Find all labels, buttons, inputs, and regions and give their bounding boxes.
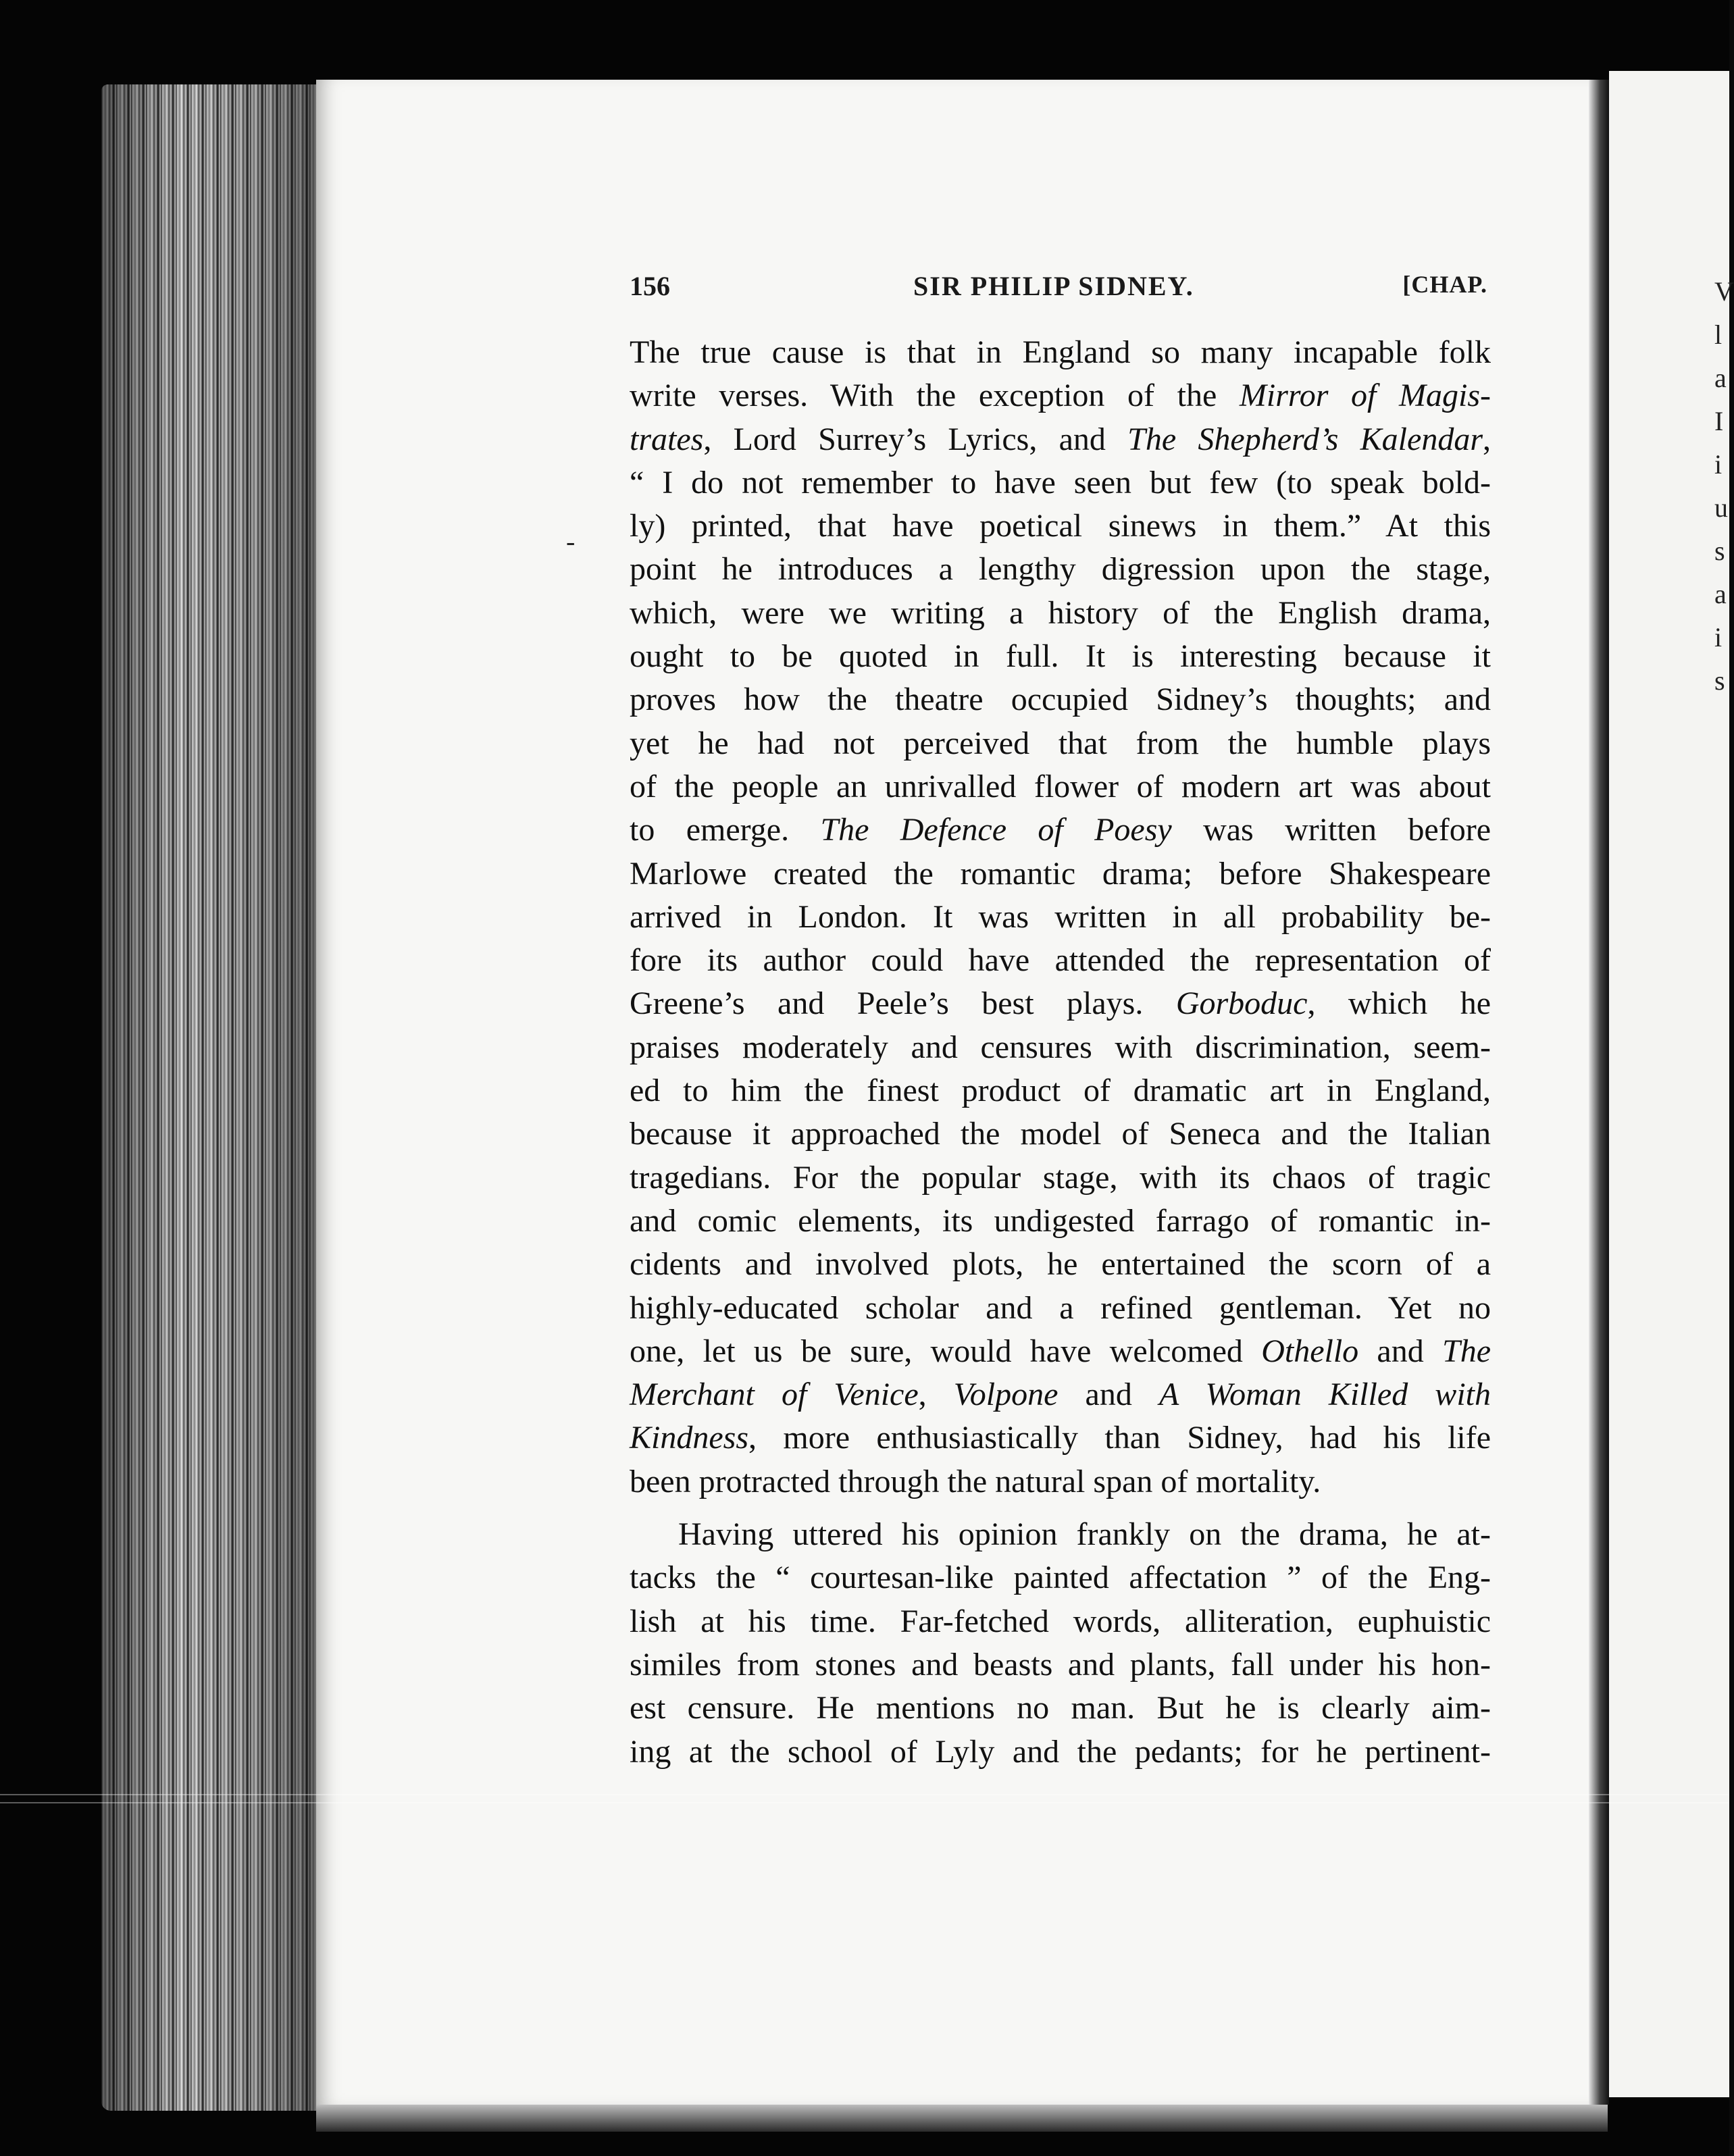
facing-page-fragment: a bbox=[1714, 363, 1727, 393]
text-run: which, were we writing a history of the English drama, bbox=[630, 594, 1491, 631]
text-run: fore its author could have attended the representation of bbox=[630, 942, 1491, 979]
italic-title-text: Kindness bbox=[630, 1420, 749, 1456]
text-run: ly) printed, that have poetical sinews in them.” At this bbox=[630, 508, 1491, 544]
text-line bbox=[630, 592, 1491, 635]
italic-title-text: Mirror of Magis- bbox=[1239, 378, 1491, 414]
running-head bbox=[630, 270, 1487, 311]
text-line bbox=[630, 1069, 1491, 1112]
text-run: ing at the school of Lyly and the pedants; for he pertinent- bbox=[630, 1733, 1491, 1770]
chapter-label: [CHAP. bbox=[1402, 271, 1487, 298]
text-line bbox=[630, 1373, 1491, 1416]
text-run: praises moderately and censures with discrimination, seem- bbox=[630, 1029, 1491, 1065]
text-line bbox=[630, 635, 1491, 678]
text-line bbox=[630, 765, 1491, 808]
text-line bbox=[630, 374, 1491, 417]
facing-page-fragment: s bbox=[1714, 665, 1725, 696]
text-run: , bbox=[1483, 421, 1491, 457]
text-run: , bbox=[918, 1377, 954, 1413]
text-run: tacks the “ courtesan-like painted affectation ” of the Eng- bbox=[630, 1560, 1491, 1596]
text-run: ought to be quoted in full. It is interesting because it bbox=[630, 638, 1491, 675]
text-line bbox=[630, 418, 1491, 461]
text-run: one, let us be sure, would have welcomed bbox=[630, 1333, 1262, 1369]
facing-page-fragment: l bbox=[1714, 319, 1723, 350]
text-line bbox=[630, 722, 1491, 765]
running-title: SIR PHILIP SIDNEY. bbox=[913, 271, 1194, 301]
italic-title-text: The bbox=[1442, 1333, 1491, 1369]
paragraph bbox=[630, 331, 1491, 1504]
text-run: similes from stones and beasts and plants, fall under his hon- bbox=[630, 1646, 1491, 1683]
italic-title-text: Merchant of Venice bbox=[630, 1377, 919, 1413]
text-run: “ I do not remember to have seen but few (to speak bold- bbox=[630, 464, 1491, 500]
text-run: Greene’s and Peele’s best plays. bbox=[630, 985, 1176, 1022]
text-line bbox=[630, 808, 1491, 852]
text-run: , which he bbox=[1307, 985, 1491, 1022]
text-line bbox=[630, 939, 1491, 982]
text-run: and bbox=[1358, 1333, 1442, 1369]
text-line bbox=[630, 1730, 1491, 1774]
text-run: Having uttered his opinion frankly on the drama, he at- bbox=[678, 1516, 1491, 1553]
text-run: lish at his time. Far-fetched words, alliteration, euphuistic bbox=[630, 1603, 1491, 1639]
scan-artifact-line bbox=[0, 1794, 1729, 1795]
italic-title-text: trates bbox=[630, 421, 704, 457]
text-run: , Lord Surrey’s Lyrics, and bbox=[703, 421, 1128, 457]
margin-mark: - bbox=[566, 526, 576, 557]
text-line bbox=[630, 1287, 1491, 1330]
text-line bbox=[630, 1460, 1491, 1504]
text-line bbox=[630, 1416, 1491, 1460]
italic-title-text: Volpone bbox=[953, 1377, 1059, 1413]
text-run: ed to him the finest product of dramatic art in England, bbox=[630, 1073, 1491, 1109]
text-run: write verses. With the exception of the bbox=[630, 378, 1240, 414]
text-line bbox=[630, 1513, 1491, 1556]
text-line bbox=[630, 461, 1491, 505]
text-line bbox=[630, 1330, 1491, 1373]
text-run: of the people an unrivalled flower of modern art was about bbox=[630, 768, 1491, 804]
facing-page-fragment: s bbox=[1714, 536, 1725, 566]
page-number: 156 bbox=[630, 271, 670, 301]
text-line bbox=[630, 1643, 1491, 1687]
text-line bbox=[630, 331, 1491, 374]
text-run: highly-educated scholar and a refined gentleman. Yet no bbox=[630, 1289, 1491, 1326]
facing-page-edge bbox=[1609, 71, 1734, 2097]
facing-page-text-fragments bbox=[1714, 270, 1734, 702]
body-text bbox=[630, 331, 1491, 1774]
paragraph-gap bbox=[630, 1504, 1491, 1513]
italic-title-text: Gorboduc bbox=[1175, 985, 1308, 1022]
text-run: The true cause is that in England so many incapable folk bbox=[630, 334, 1491, 370]
text-run: yet he had not perceived that from the humble plays bbox=[630, 725, 1491, 761]
text-run: tragedians. For the popular stage, with its chaos of tragic bbox=[630, 1159, 1491, 1196]
text-line bbox=[630, 1556, 1491, 1599]
text-run: Marlowe created the romantic drama; before Shakespeare bbox=[630, 855, 1491, 892]
text-run: proves how the theatre occupied Sidney’s thoughts; and bbox=[630, 682, 1491, 718]
text-line bbox=[630, 1112, 1491, 1156]
text-line bbox=[630, 896, 1491, 939]
text-line bbox=[630, 1687, 1491, 1730]
text-run: arrived in London. It was written in all probability be- bbox=[630, 898, 1491, 935]
scan-artifact-line bbox=[0, 1802, 1729, 1803]
facing-page-fragment: V bbox=[1714, 276, 1734, 307]
italic-title-text: The Shepherd’s Kalendar bbox=[1127, 421, 1483, 457]
text-run: because it approached the model of Seneca and the Italian bbox=[630, 1116, 1491, 1152]
text-run: and comic elements, its undigested farrago of romantic in- bbox=[630, 1202, 1491, 1239]
text-line bbox=[630, 505, 1491, 548]
text-run: est censure. He mentions no man. But he is clearly aim- bbox=[630, 1690, 1491, 1726]
text-run: , more enthusiastically than Sidney, had his life bbox=[748, 1420, 1491, 1456]
text-line bbox=[630, 678, 1491, 721]
text-line bbox=[630, 1026, 1491, 1069]
facing-page-fragment: u bbox=[1714, 492, 1728, 523]
text-run: been protracted through the natural span of mortality. bbox=[630, 1463, 1321, 1499]
facing-page-fragment: i bbox=[1714, 622, 1723, 652]
text-run: cidents and involved plots, he entertained the scorn of a bbox=[630, 1246, 1491, 1283]
fore-edge-shadow bbox=[101, 84, 334, 2111]
text-line bbox=[630, 1243, 1491, 1286]
text-run: to emerge. bbox=[630, 812, 821, 848]
italic-title-text: A Woman Killed with bbox=[1158, 1377, 1491, 1413]
text-line bbox=[630, 982, 1491, 1025]
text-line bbox=[630, 548, 1491, 591]
text-run: and bbox=[1058, 1377, 1159, 1413]
paragraph bbox=[630, 1513, 1491, 1774]
page-bottom-edge bbox=[316, 2105, 1608, 2132]
facing-page-fragment: i bbox=[1714, 449, 1723, 480]
italic-title-text: Othello bbox=[1261, 1333, 1359, 1369]
text-run: point he introduces a lengthy digression upon the stage, bbox=[630, 551, 1491, 588]
text-run: was written before bbox=[1171, 812, 1491, 848]
facing-page-fragment: I bbox=[1714, 406, 1724, 436]
text-line bbox=[630, 1200, 1491, 1243]
facing-page-fragment: a bbox=[1714, 579, 1727, 609]
page-gutter bbox=[1589, 80, 1609, 2105]
italic-title-text: The Defence of Poesy bbox=[820, 812, 1172, 848]
text-line bbox=[630, 852, 1491, 896]
text-line bbox=[630, 1600, 1491, 1643]
text-line bbox=[630, 1156, 1491, 1200]
